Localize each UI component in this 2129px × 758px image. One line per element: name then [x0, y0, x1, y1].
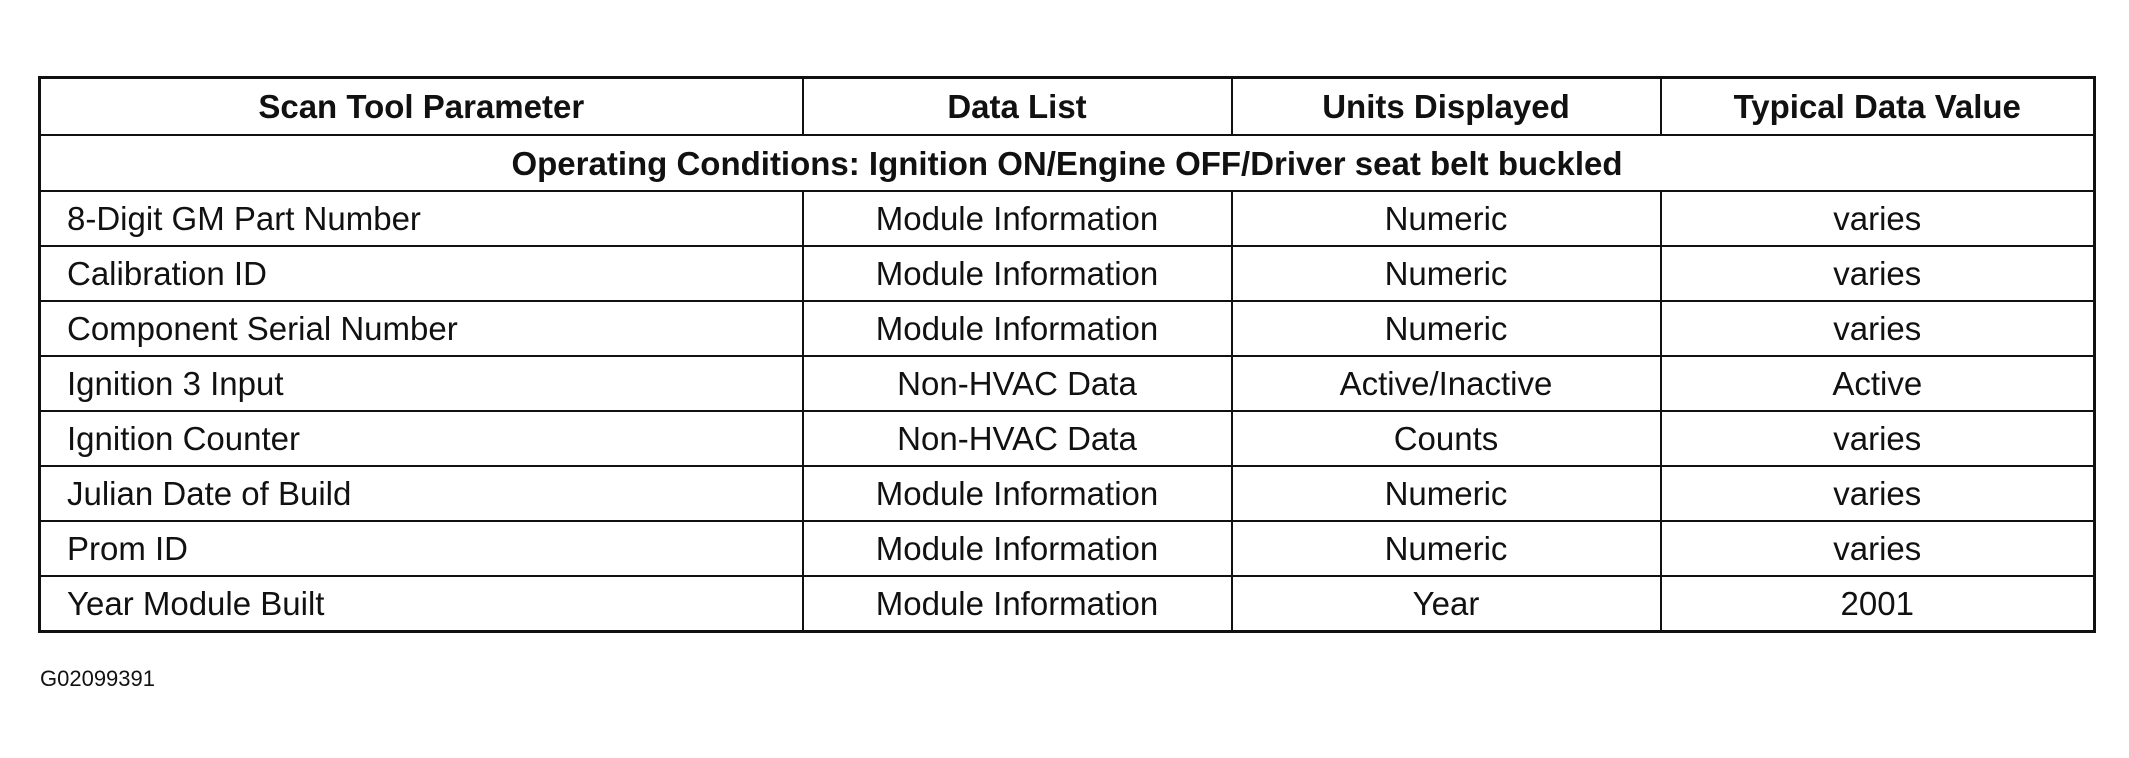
data-list-cell: Module Information	[803, 301, 1232, 356]
units-cell: Numeric	[1232, 301, 1661, 356]
units-cell: Numeric	[1232, 521, 1661, 576]
units-cell: Counts	[1232, 411, 1661, 466]
data-list-cell: Module Information	[803, 521, 1232, 576]
table-row	[40, 356, 2095, 411]
typical-value-cell: varies	[1661, 466, 2095, 521]
table-row	[40, 466, 2095, 521]
units-cell: Numeric	[1232, 191, 1661, 246]
scan-tool-data-table	[38, 76, 2096, 633]
table-header-row	[40, 78, 2095, 136]
table-row	[40, 576, 2095, 632]
typical-value-cell: varies	[1661, 411, 2095, 466]
parameter-cell: Julian Date of Build	[40, 466, 803, 521]
operating-conditions-text: Operating Conditions: Ignition ON/Engine OFF/Driver seat belt buckled	[40, 135, 2095, 191]
column-header-typical-value: Typical Data Value	[1661, 78, 2095, 136]
data-list-cell: Module Information	[803, 191, 1232, 246]
operating-conditions-row	[40, 135, 2095, 191]
column-header-data-list: Data List	[803, 78, 1232, 136]
units-cell: Numeric	[1232, 466, 1661, 521]
typical-value-cell: 2001	[1661, 576, 2095, 632]
figure-id: G02099391	[40, 666, 155, 691]
table-row	[40, 191, 2095, 246]
parameter-cell: Ignition 3 Input	[40, 356, 803, 411]
column-header-units: Units Displayed	[1232, 78, 1661, 136]
parameter-cell: Calibration ID	[40, 246, 803, 301]
typical-value-cell: varies	[1661, 191, 2095, 246]
typical-value-cell: Active	[1661, 356, 2095, 411]
data-list-cell: Module Information	[803, 466, 1232, 521]
parameter-cell: Prom ID	[40, 521, 803, 576]
data-list-cell: Module Information	[803, 576, 1232, 632]
typical-value-cell: varies	[1661, 301, 2095, 356]
table-row	[40, 521, 2095, 576]
parameter-cell: Ignition Counter	[40, 411, 803, 466]
table-row	[40, 246, 2095, 301]
units-cell: Year	[1232, 576, 1661, 632]
data-list-cell: Non-HVAC Data	[803, 356, 1232, 411]
units-cell: Active/Inactive	[1232, 356, 1661, 411]
parameter-cell: Component Serial Number	[40, 301, 803, 356]
parameter-cell: 8-Digit GM Part Number	[40, 191, 803, 246]
typical-value-cell: varies	[1661, 246, 2095, 301]
parameter-cell: Year Module Built	[40, 576, 803, 632]
table-row	[40, 301, 2095, 356]
column-header-parameter: Scan Tool Parameter	[40, 78, 803, 136]
units-cell: Numeric	[1232, 246, 1661, 301]
data-list-cell: Non-HVAC Data	[803, 411, 1232, 466]
data-list-cell: Module Information	[803, 246, 1232, 301]
table-row	[40, 411, 2095, 466]
typical-value-cell: varies	[1661, 521, 2095, 576]
